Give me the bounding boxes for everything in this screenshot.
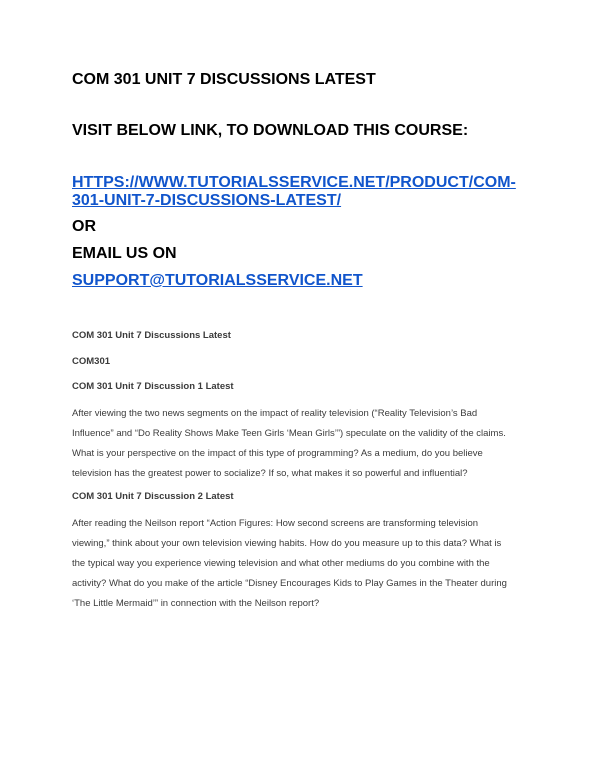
discussion-1-text <box>72 404 532 484</box>
discussion-2-heading: COM 301 Unit 7 Discussion 2 Latest <box>72 491 234 502</box>
support-email-link[interactable]: SUPPORT@TUTORIALSSERVICE.NET <box>72 272 363 289</box>
discussion-2-line: After reading the Neilson report “Action Figures: How second screens are transforming television <box>72 518 479 529</box>
page-title: COM 301 UNIT 7 DISCUSSIONS LATEST <box>72 71 376 88</box>
discussion-2-line: activity? What do you make of the article “Disney Encourages Kids to Play Games in the Theater during <box>72 578 507 589</box>
document-title: COM 301 Unit 7 Discussions Latest <box>72 330 231 341</box>
discussion-1-heading: COM 301 Unit 7 Discussion 1 Latest <box>72 381 234 392</box>
discussion-2-text <box>72 514 532 614</box>
course-link-line-2[interactable]: 301-UNIT-7-DISCUSSIONS-LATEST/ <box>72 192 342 209</box>
discussion-2-line: viewing,” think about your own television viewing habits. How do you measure up to this data? What is <box>72 538 502 549</box>
discussion-2-line: the typical way you experience viewing television and what other mediums do you combine with the <box>72 558 490 569</box>
discussion-1-line: After viewing the two news segments on the impact of reality television (“Reality Television’s Bad <box>72 408 478 419</box>
course-code: COM301 <box>72 356 111 367</box>
course-link-line-1[interactable]: HTTPS://WWW.TUTORIALSSERVICE.NET/PRODUCT/COM- <box>72 174 516 191</box>
discussion-1-line: What is your perspective on the impact of this type of programming? As a medium, do you believe <box>72 448 483 459</box>
discussion-1-line: Influence” and “Do Reality Shows Make Teen Girls ‘Mean Girls’”) speculate on the validity of the claims. <box>72 428 506 439</box>
discussion-2-line: ‘The Little Mermaid’” in connection with the Neilson report? <box>72 598 320 609</box>
download-instruction: VISIT BELOW LINK, TO DOWNLOAD THIS COURSE: <box>72 122 469 139</box>
or-text: OR <box>72 218 96 235</box>
email-us-text: EMAIL US ON <box>72 245 177 262</box>
discussion-1-line: television has the greatest power to socialize? If so, what makes it so powerful and influential? <box>72 468 468 479</box>
